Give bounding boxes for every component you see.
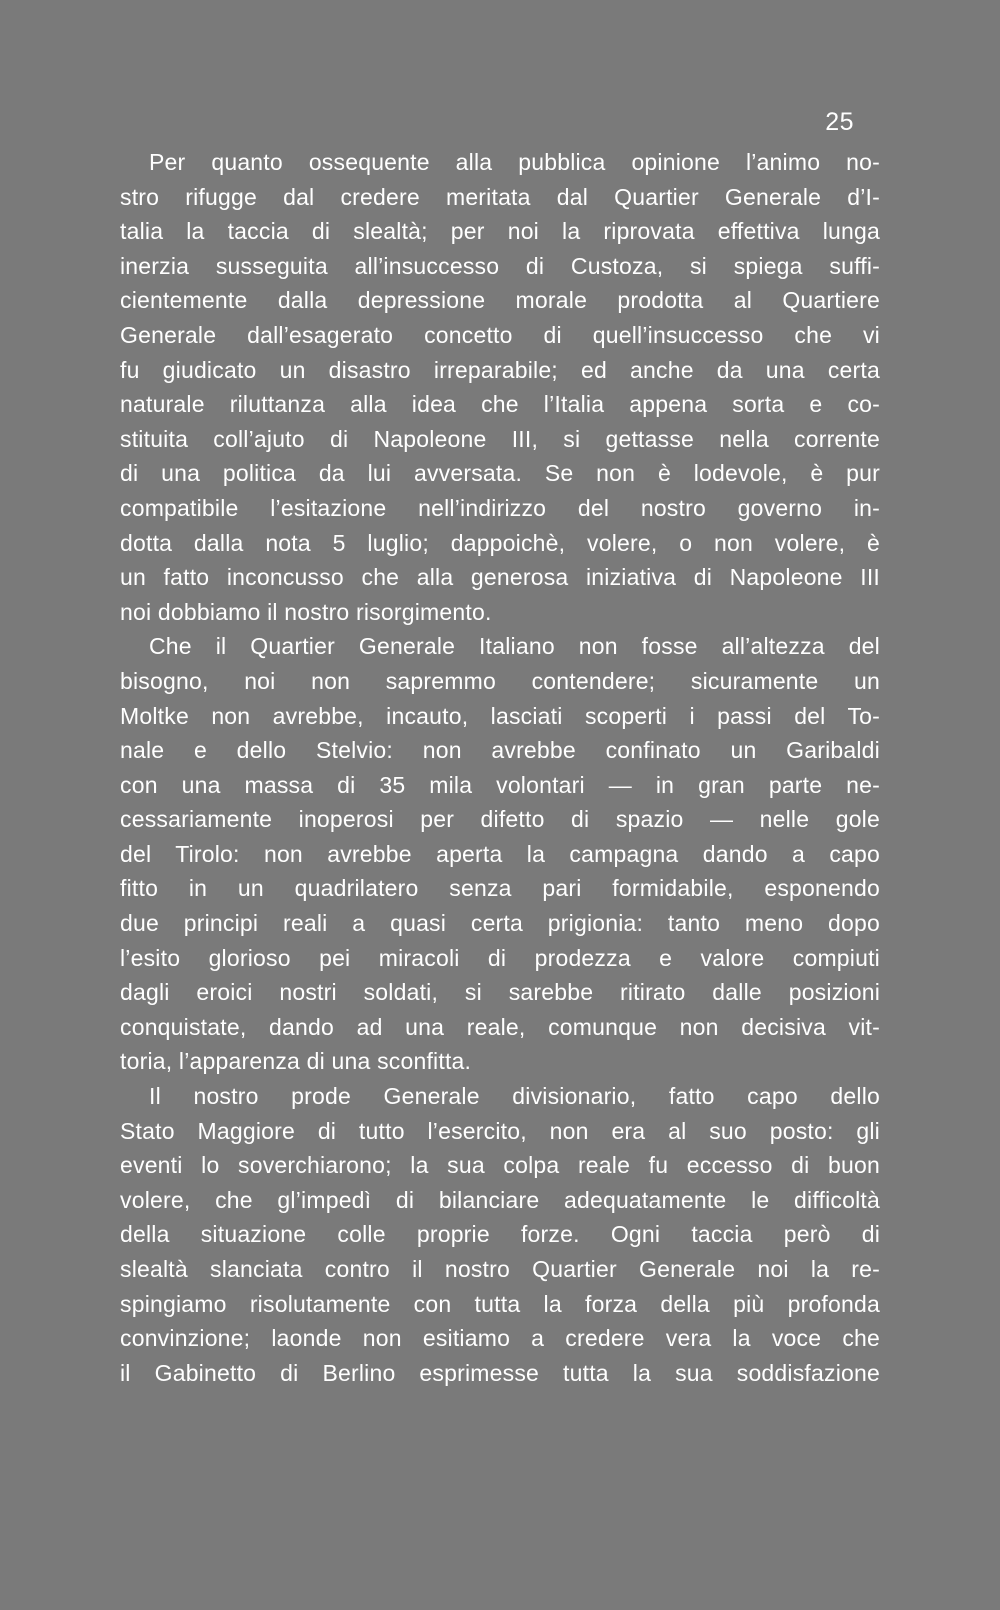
text-line: dotta dalla nota 5 luglio; dappoichè, volere, o non volere, è <box>120 529 880 556</box>
text-line: convinzione; laonde non esitiamo a credere vera la voce che <box>120 1325 880 1352</box>
text-line: stituita coll’ajuto di Napoleone III, si gettasse nella corrente <box>120 425 880 452</box>
text-line: conquistate, dando ad una reale, comunque non decisiva vit- <box>120 1013 880 1040</box>
text-line: fitto in un quadrilatero senza pari formidabile, esponendo <box>120 875 880 902</box>
text-line: con una massa di 35 mila volontari — in gran parte ne- <box>120 771 880 798</box>
text-line: Moltke non avrebbe, incauto, lasciati scoperti i passi del To- <box>120 702 880 729</box>
text-line: naturale riluttanza alla idea che l’Italia appena sorta e co- <box>120 391 880 418</box>
page-number: 25 <box>825 108 854 136</box>
text-line: Generale dall’esagerato concetto di quell’insuccesso che vi <box>120 321 880 348</box>
paragraph-3 <box>120 1079 880 1390</box>
text-line: stro rifugge dal credere meritata dal Quartier Generale d’I- <box>120 183 880 210</box>
text-line: Che il Quartier Generale Italiano non fosse all’altezza del <box>149 633 880 660</box>
text-line: noi dobbiamo il nostro risorgimento. <box>120 598 492 625</box>
text-line: della situazione colle proprie forze. Ogni taccia però di <box>120 1221 880 1248</box>
text-line: nale e dello Stelvio: non avrebbe confinato un Garibaldi <box>120 737 880 764</box>
text-line: inerzia susseguita all’insuccesso di Custoza, si spiega suffi- <box>120 252 880 279</box>
paragraph-1 <box>120 145 880 629</box>
text-line: cessariamente inoperosi per difetto di spazio — nelle gole <box>120 806 880 833</box>
text-line: dagli eroici nostri soldati, si sarebbe ritirato dalle posizioni <box>120 979 880 1006</box>
text-line: Il nostro prode Generale divisionario, fatto capo dello <box>149 1083 880 1110</box>
text-line: fu giudicato un disastro irreparabile; ed anche da una certa <box>120 356 880 383</box>
text-line: toria, l’apparenza di una sconfitta. <box>120 1048 472 1075</box>
text-line: cientemente dalla depressione morale prodotta al Quartiere <box>120 287 880 314</box>
text-line: Stato Maggiore di tutto l’esercito, non era al suo posto: gli <box>120 1117 880 1144</box>
text-line: di una politica da lui avversata. Se non è lodevole, è pur <box>120 460 880 487</box>
paragraph-2 <box>120 629 880 1079</box>
text-line: del Tirolo: non avrebbe aperta la campagna dando a capo <box>120 840 880 867</box>
text-line: eventi lo soverchiarono; la sua colpa reale fu eccesso di buon <box>120 1152 880 1179</box>
text-line: spingiamo risolutamente con tutta la forza della più profonda <box>120 1290 880 1317</box>
text-line: talia la taccia di slealtà; per noi la riprovata effettiva lunga <box>120 218 880 245</box>
text-line: il Gabinetto di Berlino esprimesse tutta la sua soddisfazione <box>120 1359 880 1386</box>
text-line: compatibile l’esitazione nell’indirizzo del nostro governo in- <box>120 494 880 521</box>
text-line: due principi reali a quasi certa prigionia: tanto meno dopo <box>120 910 880 937</box>
text-line: un fatto inconcusso che alla generosa iniziativa di Napoleone III <box>120 564 880 591</box>
text-line: volere, che gl’impedì di bilanciare adequatamente le difficoltà <box>120 1186 880 1213</box>
text-line: l’esito glorioso pei miracoli di prodezza e valore compiuti <box>120 944 880 971</box>
text-line: Per quanto ossequente alla pubblica opinione l’animo no- <box>149 149 880 175</box>
text-body <box>120 145 880 1390</box>
text-line: bisogno, noi non sapremmo contendere; sicuramente un <box>120 667 880 694</box>
text-line: slealtà slanciata contro il nostro Quartier Generale noi la re- <box>120 1256 880 1282</box>
